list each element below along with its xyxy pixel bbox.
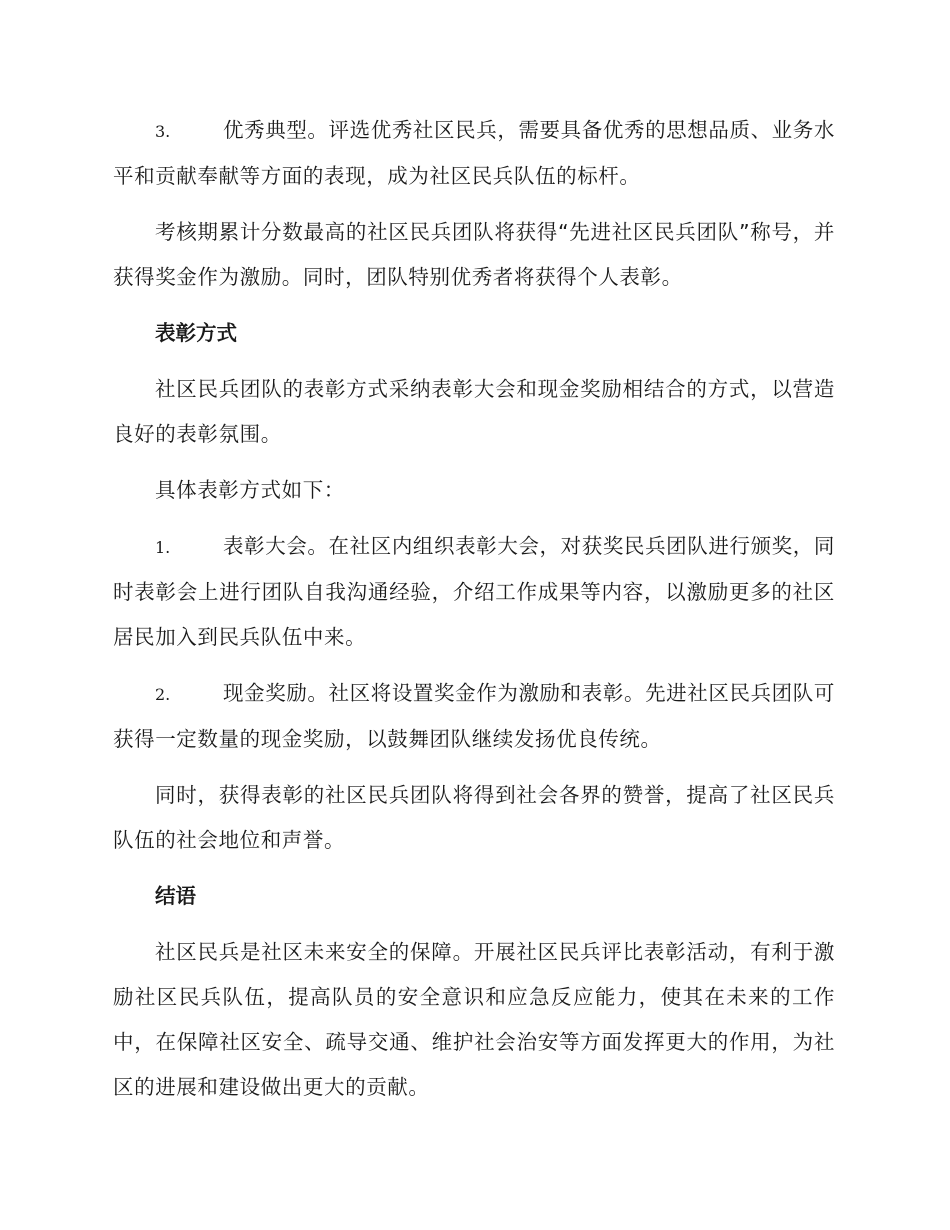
document-body <box>113 108 835 1121</box>
list-item-3 <box>113 108 835 199</box>
paragraph-commendation-method: 社区民兵团队的表彰方式采纳表彰大会和现金奖励相结合的方式，以营造良好的表彰氛围。 <box>113 377 835 446</box>
list-number: 3. <box>155 122 171 141</box>
list-item-1 <box>113 524 835 660</box>
list-number: 2. <box>155 685 171 704</box>
paragraph-conclusion: 社区民兵是社区未来安全的保障。开展社区民兵评比表彰活动，有利于激励社区民兵队伍，提高队员的安全意识和应急反应能力，使其在未来的工作中，在保障社区安全、疏导交通、维护社会治安等方面发挥更大的作用，为社区的进展和建设做出更大的贡献。 <box>113 940 835 1099</box>
list-item-text: 优秀典型。评选优秀社区民兵，需要具备优秀的思想品质、业务水平和贡献奉献等方面的表现，成为社区民兵队伍的标杆。 <box>113 118 835 188</box>
list-number: 1. <box>155 538 171 557</box>
list-item-text: 表彰大会。在社区内组织表彰大会，对获奖民兵团队进行颁奖，同时表彰会上进行团队自我沟通经验，介绍工作成果等内容，以激励更多的社区居民加入到民兵队伍中来。 <box>113 534 835 649</box>
section-heading-commendation: 表彰方式 <box>155 321 237 345</box>
paragraph-specific-methods: 具体表彰方式如下： <box>155 478 345 502</box>
list-item-2 <box>113 671 835 762</box>
section-heading-conclusion: 结语 <box>155 884 196 908</box>
list-item-text: 现金奖励。社区将设置奖金作为激励和表彰。先进社区民兵团队可获得一定数量的现金奖励，以鼓舞团队继续发扬优良传统。 <box>113 681 835 751</box>
paragraph-recognition: 同时，获得表彰的社区民兵团队将得到社会各界的赞誉，提高了社区民兵队伍的社会地位和声誉。 <box>113 783 835 852</box>
paragraph-award-title: 考核期累计分数最高的社区民兵团队将获得“先进社区民兵团队”称号，并获得奖金作为激励。同时，团队特别优秀者将获得个人表彰。 <box>113 220 835 289</box>
